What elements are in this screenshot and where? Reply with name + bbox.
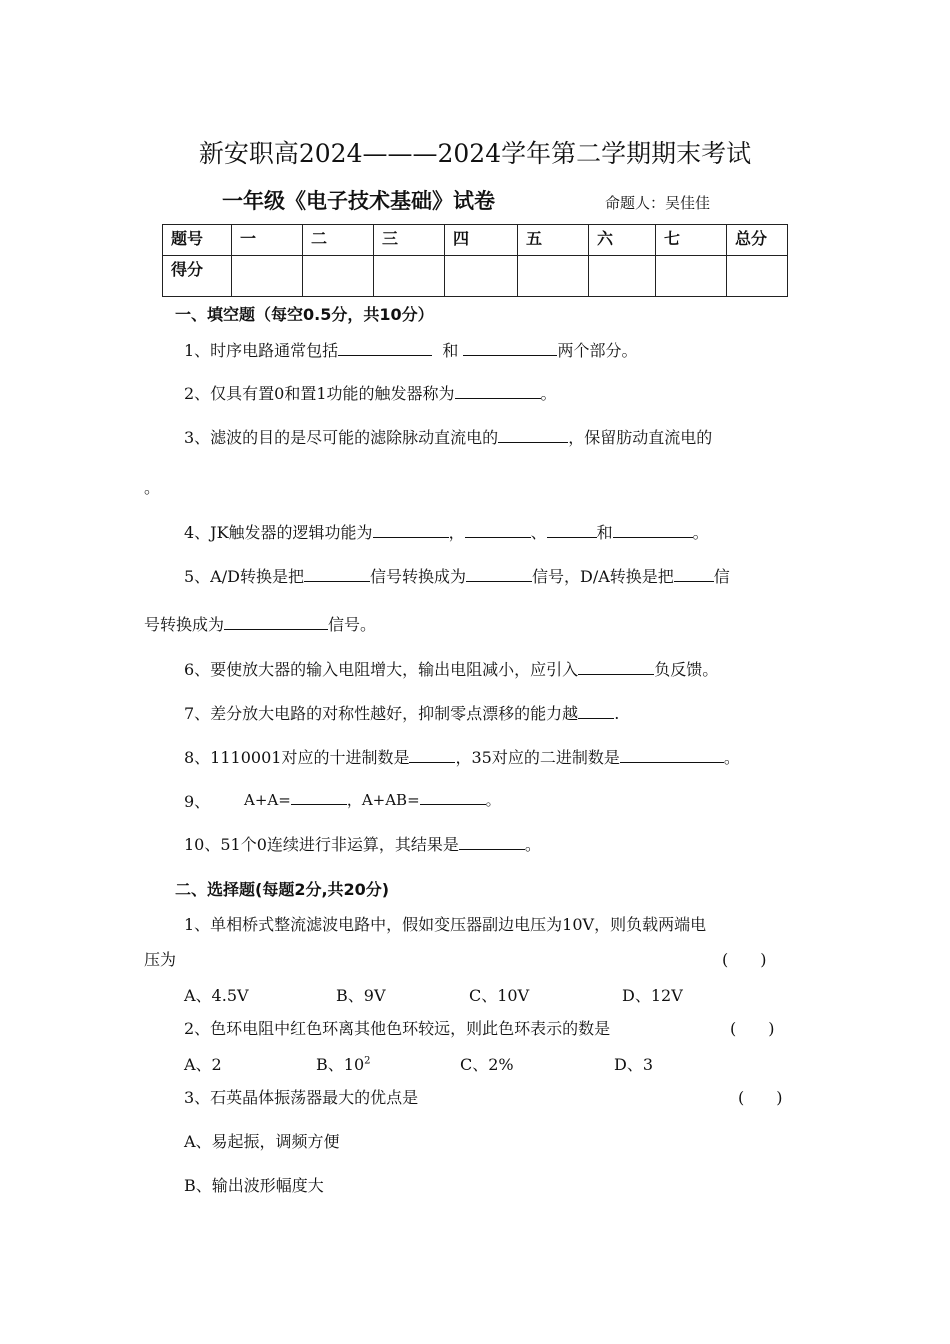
score-table-score-row [163,256,788,297]
answer-blank [620,748,724,763]
question-text: . [614,704,620,723]
question-text: 和 [442,341,459,360]
answer-blank [459,835,525,850]
question-1-9 [184,789,501,812]
question-text: 负反馈。 [654,660,719,679]
score-entry-cell [232,256,303,297]
question-1-5-cont [144,612,376,635]
option-a: A、易起振，调频方便 [184,1132,340,1151]
question-text: 2、仅具有置0和置1功能的触发器称为 [184,384,455,403]
option-text: B、10 [316,1055,365,1074]
question-text: 、 [530,523,547,542]
answer-blank [455,384,541,399]
question-text: 信号。 [328,615,377,634]
question-1-5 [184,564,730,587]
answer-blank [498,428,568,443]
score-table-header-row [163,225,788,256]
question-1-8 [184,745,740,768]
question-text: 。 [540,384,557,403]
question-text: ， [448,523,465,542]
question-1-3 [184,425,712,448]
score-entry-cell [374,256,445,297]
question-text: ，保留肪动直流电的 [568,428,713,447]
question-text: 1、时序电路通常包括 [184,341,339,360]
answer-blank [466,567,532,582]
answer-blank [463,341,557,356]
option-b: B、9V [336,986,386,1005]
question-2-1-cont: 压为 [144,950,177,969]
question-text: 信号，D/A转换是把 [531,567,674,586]
question-text: 8、1110001对应的十进制数是 [184,748,410,767]
answer-paren: ( ) [722,950,767,969]
score-entry-cell [445,256,518,297]
option-a: A、4.5V [184,986,249,1005]
section2-heading: 二、选择题(每题2分,共20分) [175,880,390,899]
option-a: A、2 [184,1055,222,1074]
score-cell: 总分 [727,225,788,256]
answer-blank [674,567,714,582]
score-cell: 二 [303,225,374,256]
question-text: 号转换成为 [144,615,225,634]
question-1-3-cont: 。 [144,478,161,497]
answer-paren: ( ) [738,1088,783,1107]
question-setter: 命题人：吴佳佳 [605,194,711,212]
question-text: 5、A/D转换是把 [184,567,304,586]
question-1-1 [184,338,637,361]
question-text: ，35对应的二进制数是 [455,748,620,767]
score-entry-cell [727,256,788,297]
score-cell: 三 [374,225,445,256]
question-1-4 [184,520,709,543]
answer-blank [578,660,654,675]
question-1-2 [184,381,557,404]
question-text: 10、51个0连续进行非运算，其结果是 [184,835,459,854]
score-cell: 六 [589,225,656,256]
question-text: 9、 [184,792,211,811]
question-2-2: 2、色环电阻中红色环离其他色环较远，则此色环表示的数是 [184,1019,611,1038]
question-text: ，A+AB= [346,791,420,809]
answer-blank [465,523,531,538]
section1-heading: 一、填空题（每空0.5分，共10分） [175,305,434,324]
score-cell: 七 [656,225,727,256]
option-d: D、3 [614,1055,654,1074]
answer-blank [547,523,597,538]
question-2-1: 1、单相桥式整流滤波电路中，假如变压器副边电压为10V，则负载两端电 [184,915,707,934]
answer-blank [409,748,455,763]
answer-paren: ( ) [730,1019,775,1038]
option-c: C、10V [469,986,530,1005]
exam-title: 新安职高2024———2024学年第二学期期末考试 [198,139,752,168]
question-text: A+A= [244,791,291,809]
score-table [162,224,788,297]
option-b: B、输出波形幅度大 [184,1176,324,1195]
exam-subtitle: 一年级《电子技术基础》试卷 [222,189,495,213]
answer-blank [373,523,449,538]
answer-blank [304,567,370,582]
score-cell: 题号 [163,225,232,256]
question-text: 信号转换成为 [369,567,466,586]
question-1-10 [184,832,541,855]
question-text: 。 [723,748,740,767]
question-text: 信 [713,567,730,586]
option-c: C、2% [460,1055,514,1074]
score-row-label: 得分 [163,256,232,297]
score-entry-cell [303,256,374,297]
question-text: 和 [596,523,613,542]
question-2-3: 3、石英晶体振荡器最大的优点是 [184,1088,419,1107]
option-b [316,1052,371,1075]
question-1-6 [184,657,718,680]
answer-blank [338,341,432,356]
answer-blank [291,790,347,805]
question-1-7 [184,701,619,724]
answer-blank [224,615,328,630]
question-text: 。 [524,835,541,854]
score-cell: 五 [518,225,589,256]
score-entry-cell [518,256,589,297]
option-d: D、12V [622,986,683,1005]
question-text: 6、要使放大器的输入电阻增大，输出电阻减小，应引入 [184,660,579,679]
score-entry-cell [656,256,727,297]
score-cell: 一 [232,225,303,256]
question-text: 。 [692,523,709,542]
answer-blank [578,704,614,719]
question-text: 4、JK触发器的逻辑功能为 [184,523,373,542]
answer-blank [420,790,486,805]
superscript: 2 [364,1055,371,1067]
question-text: 。 [485,791,501,809]
score-cell: 四 [445,225,518,256]
question-1-9-body [244,789,501,810]
question-text: 两个部分。 [557,341,638,360]
score-entry-cell [589,256,656,297]
question-text: 3、滤波的目的是尽可能的滤除脉动直流电的 [184,428,499,447]
question-text: 7、差分放大电路的对称性越好，抑制零点漂移的能力越 [184,704,579,723]
answer-blank [613,523,693,538]
